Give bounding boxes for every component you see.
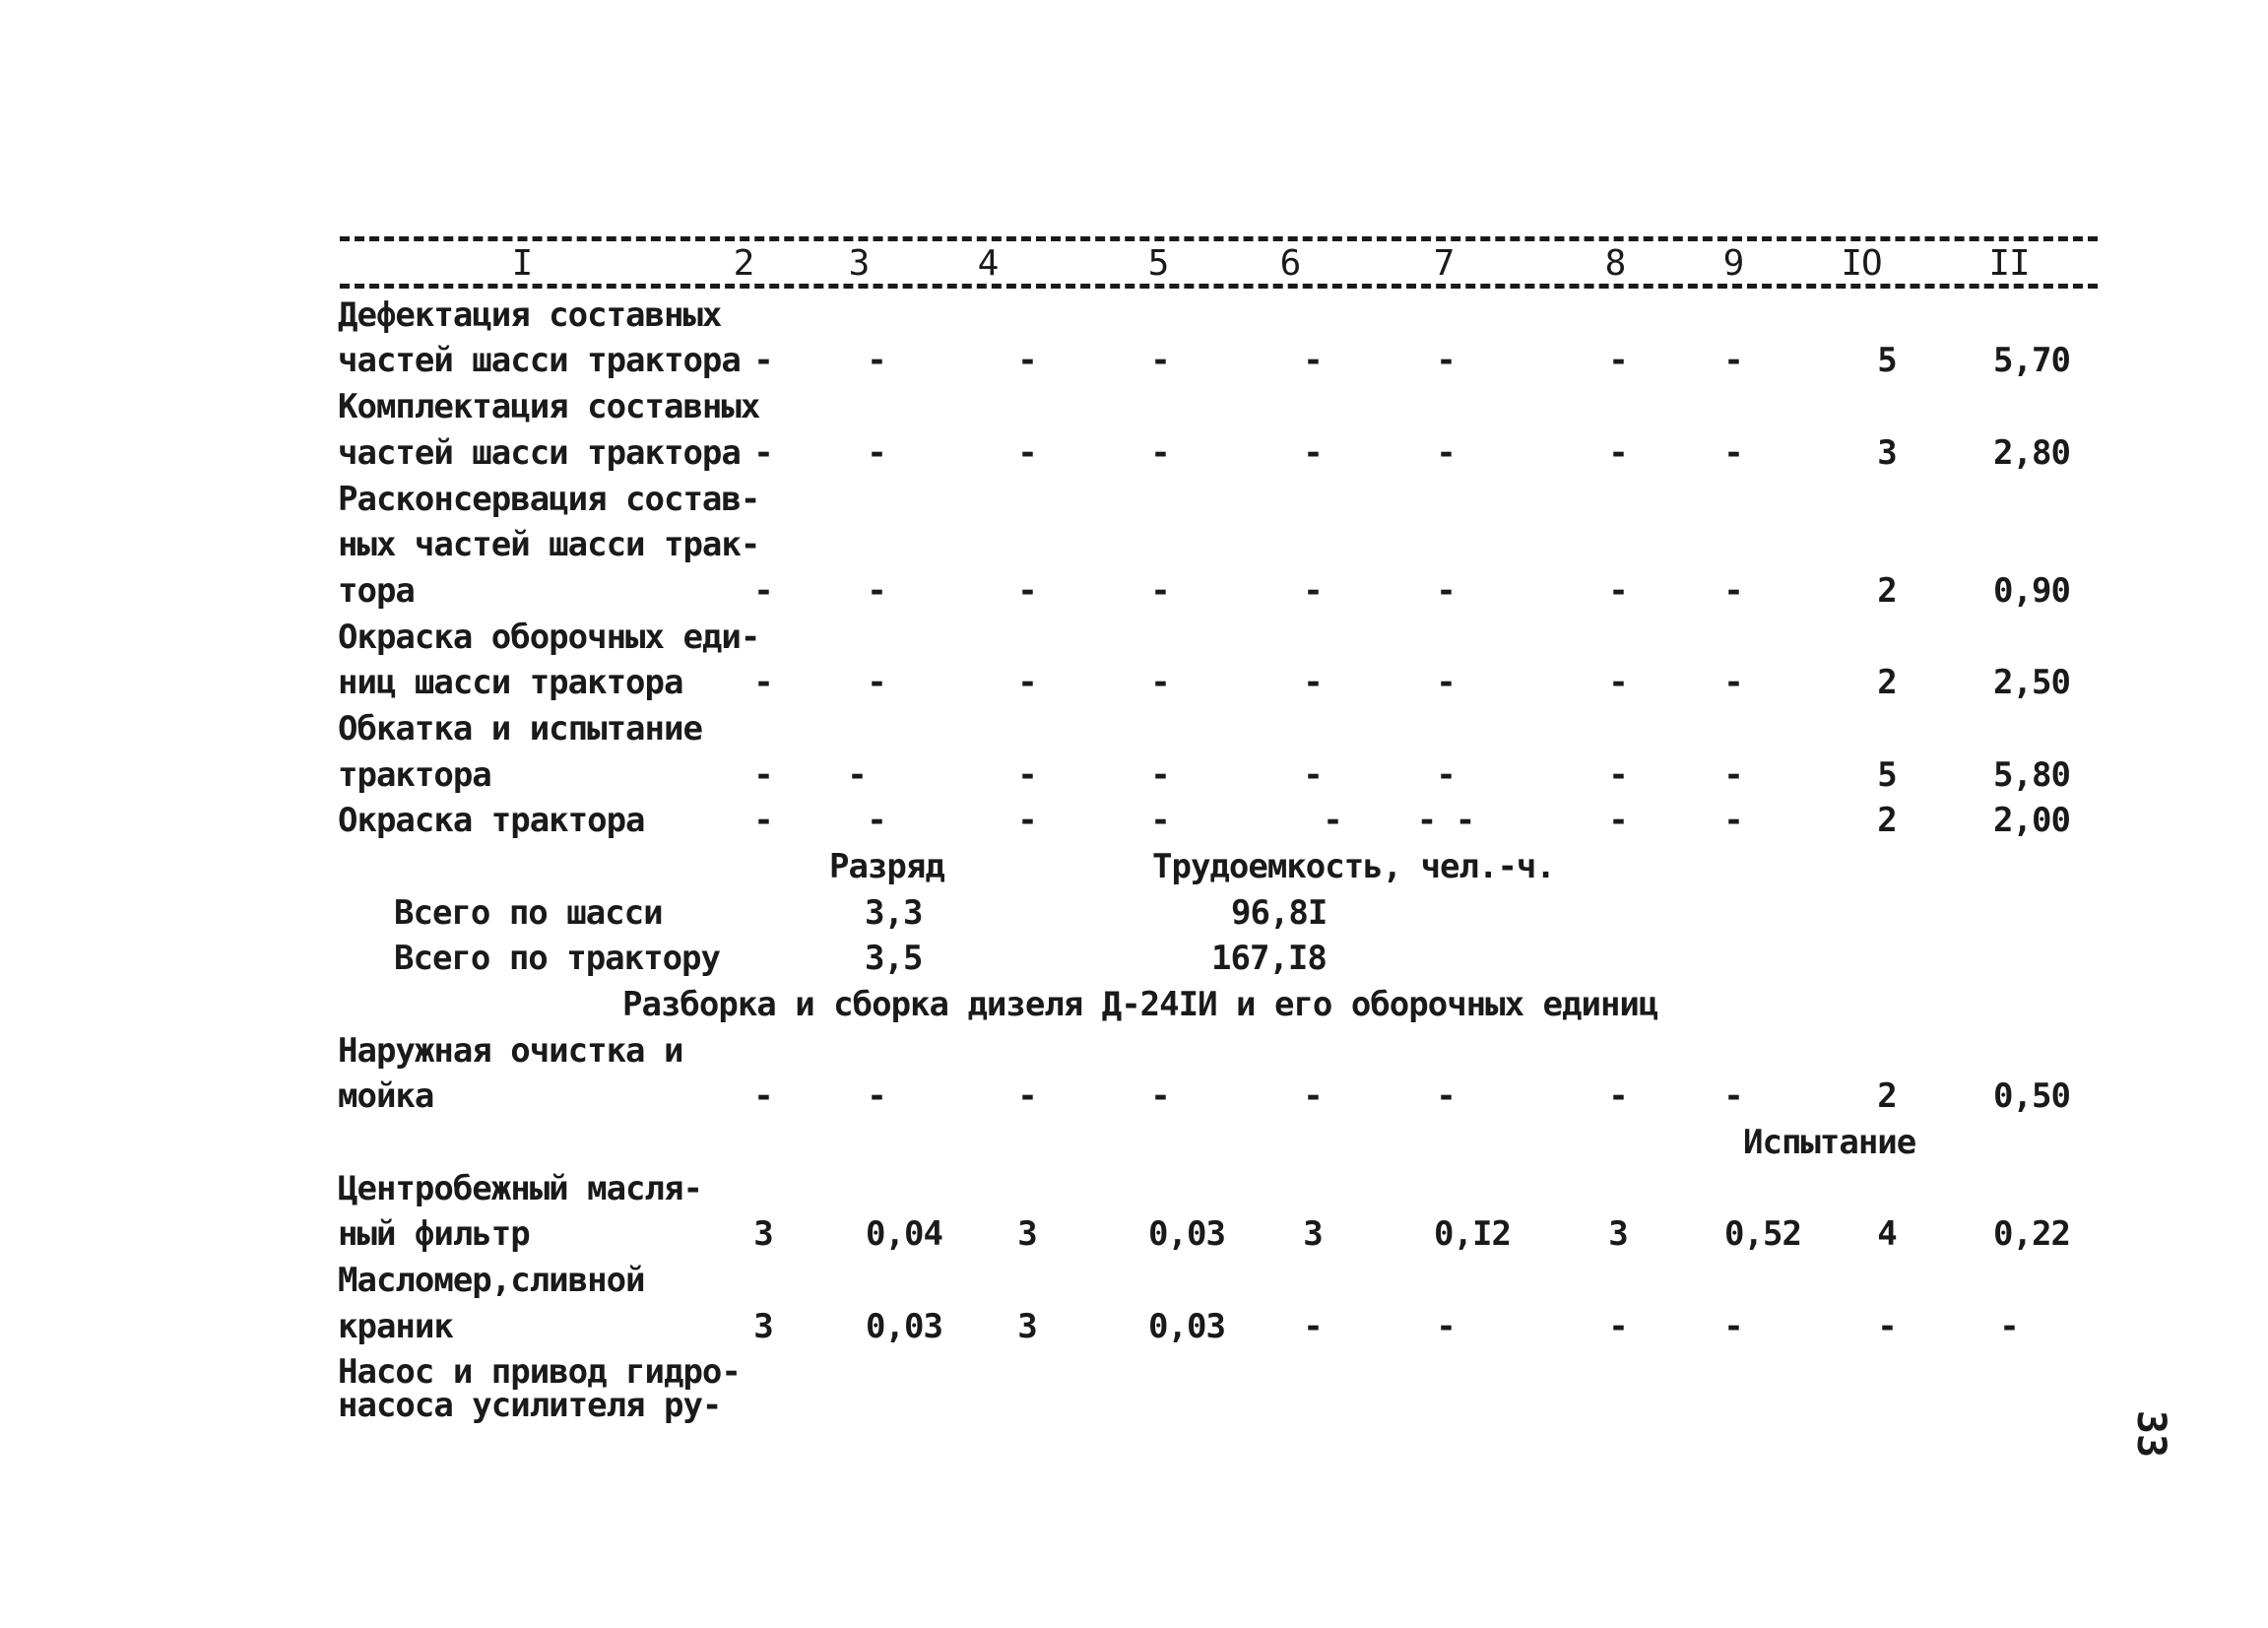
cell-col7: -	[1436, 755, 1456, 795]
cell-col8: -	[1608, 1307, 1628, 1346]
page-number: 33	[2128, 1409, 2174, 1459]
cell-col11: 2,00	[1993, 801, 2070, 840]
cell-col6: -	[1303, 1076, 1323, 1116]
column-header-2: 2	[733, 243, 754, 284]
cell-col11: 0,22	[1993, 1214, 2070, 1254]
cell-col9: -	[1723, 663, 1743, 702]
cell-col7: -	[1436, 341, 1456, 380]
total-label: Всего по шасси	[394, 893, 663, 933]
row-name-line: Наружная очистка и	[338, 1031, 683, 1071]
row-name-line: Обкатка и испытание	[338, 709, 702, 749]
cell-col6: -	[1303, 341, 1323, 380]
cell-col2: -	[753, 1076, 773, 1116]
cell-col2: -	[753, 663, 773, 702]
row-name-line: Дефектация составных	[338, 295, 722, 335]
cell-col2: 3	[753, 1307, 773, 1346]
header-top-rule	[340, 236, 2098, 241]
section-title: Разборка и сборка дизеля Д-24IИ и его оборочных единиц	[622, 985, 1658, 1024]
column-header-1: I	[511, 243, 533, 284]
row-name-line: Окраска оборочных еди-	[338, 618, 760, 657]
cell-col10: 3	[1877, 433, 1897, 473]
cell-col10: 5	[1877, 341, 1897, 380]
cell-col5: -	[1150, 571, 1170, 611]
cell-col9: -	[1723, 433, 1743, 473]
row-name-line: тора	[338, 571, 415, 611]
column-header-3: 3	[848, 243, 870, 284]
cell-col3: 0,03	[866, 1307, 942, 1346]
cell-col4: -	[1017, 571, 1037, 611]
cell-col3: -	[867, 1076, 886, 1116]
cell-col3: -	[847, 755, 867, 795]
cell-col11: 0,90	[1993, 571, 2070, 611]
cell-col2: -	[753, 801, 773, 840]
cell-col5: 0,03	[1148, 1307, 1225, 1346]
cell-col8: -	[1608, 571, 1628, 611]
cell-col4: -	[1017, 755, 1037, 795]
cell-col9: -	[1723, 571, 1743, 611]
test-label: Испытание	[1743, 1123, 1916, 1162]
row-name-line: Насос и привод гидро-	[338, 1352, 741, 1392]
cell-col6: -	[1303, 755, 1323, 795]
cell-col7: -	[1436, 571, 1456, 611]
cell-col5: -	[1150, 755, 1170, 795]
row-name-line: краник	[338, 1307, 453, 1346]
cell-col10: 2	[1877, 571, 1897, 611]
row-name-line: ниц шасси трактора	[338, 663, 683, 702]
rank-header: Разряд	[829, 847, 944, 886]
cell-col5: -	[1150, 801, 1170, 840]
cell-col4: -	[1017, 341, 1037, 380]
cell-col2: -	[753, 433, 773, 473]
row-name-line: Масломер,сливной	[338, 1261, 645, 1300]
cell-col5: 0,03	[1148, 1214, 1225, 1254]
row-name-line: ных частей шасси трак-	[338, 525, 760, 564]
cell-col7: -	[1436, 1307, 1456, 1346]
row-name-line: трактора	[338, 755, 491, 795]
total-rank: 3,5	[865, 939, 923, 978]
column-header-7: 7	[1433, 243, 1455, 284]
cell-col11: 5,80	[1993, 755, 2070, 795]
column-header-10: IO	[1841, 243, 1882, 284]
cell-col11: 2,50	[1993, 663, 2070, 702]
cell-col2: -	[753, 755, 773, 795]
cell-col8: -	[1608, 1076, 1628, 1116]
cell-col2: -	[753, 341, 773, 380]
cell-col4: 3	[1017, 1307, 1037, 1346]
total-labor: 167,I8	[1211, 939, 1327, 978]
cell-col11: 5,70	[1993, 341, 2070, 380]
cell-col5: -	[1150, 663, 1170, 702]
column-header-6: 6	[1279, 243, 1301, 284]
cell-col3: 0,04	[866, 1214, 942, 1254]
cell-col11: -	[1999, 1307, 2019, 1346]
cell-col9: 0,52	[1724, 1214, 1801, 1254]
cell-col9: -	[1723, 801, 1743, 840]
cell-col10: 4	[1877, 1214, 1897, 1254]
cell-col7: -	[1436, 433, 1456, 473]
cell-col6: -	[1303, 433, 1323, 473]
cell-col2: 3	[753, 1214, 773, 1254]
cell-col8: -	[1608, 801, 1628, 840]
cell-col3: -	[867, 341, 886, 380]
row-name-line: ный фильтр	[338, 1214, 530, 1254]
cell-col6: -	[1303, 571, 1323, 611]
cell-col3: -	[867, 433, 886, 473]
cell-col9: -	[1723, 1076, 1743, 1116]
row-name-line: Комплектация составных	[338, 387, 760, 426]
cell-col3: -	[867, 801, 886, 840]
column-header-5: 5	[1147, 243, 1169, 284]
cell-col8: 3	[1608, 1214, 1628, 1254]
cell-col4: -	[1017, 433, 1037, 473]
cell-col3: -	[867, 571, 886, 611]
cell-col3: -	[867, 663, 886, 702]
cell-col6: -	[1303, 663, 1323, 702]
cell-col10: -	[1877, 1307, 1897, 1346]
cell-col7: 0,I2	[1434, 1214, 1511, 1254]
cell-col4: -	[1017, 1076, 1037, 1116]
row-name-line: частей шасси трактора	[338, 341, 741, 380]
cell-col5: -	[1150, 433, 1170, 473]
cell-col10: 2	[1877, 663, 1897, 702]
cell-col8: -	[1608, 663, 1628, 702]
cell-col10: 2	[1877, 1076, 1897, 1116]
cell-col7: - -	[1416, 801, 1475, 840]
column-header-4: 4	[977, 243, 999, 284]
cell-col4: -	[1017, 663, 1037, 702]
cell-col6: -	[1323, 801, 1342, 840]
column-header-8: 8	[1604, 243, 1626, 284]
cell-col10: 2	[1877, 801, 1897, 840]
cell-col4: -	[1017, 801, 1037, 840]
row-name-line: Окраска трактора	[338, 801, 645, 840]
row-name-line: Центробежный масля-	[338, 1169, 702, 1208]
cell-col10: 5	[1877, 755, 1897, 795]
labor-header: Трудоемкость, чел.-ч.	[1152, 847, 1555, 886]
cell-col7: -	[1436, 663, 1456, 702]
row-name-line: частей шасси трактора	[338, 433, 741, 473]
total-rank: 3,3	[865, 893, 923, 933]
cell-col5: -	[1150, 1076, 1170, 1116]
cell-col4: 3	[1017, 1214, 1037, 1254]
row-name-line: мойка	[338, 1076, 434, 1116]
cell-col11: 2,80	[1993, 433, 2070, 473]
cell-col6: -	[1303, 1307, 1323, 1346]
cell-col9: -	[1723, 1307, 1743, 1346]
cell-col8: -	[1608, 341, 1628, 380]
column-header-9: 9	[1722, 243, 1744, 284]
total-labor: 96,8I	[1231, 893, 1328, 933]
cell-col5: -	[1150, 341, 1170, 380]
row-name-line: насоса усилителя ру-	[338, 1386, 722, 1425]
total-label: Всего по трактору	[394, 939, 720, 978]
cell-col2: -	[753, 571, 773, 611]
cell-col9: -	[1723, 755, 1743, 795]
cell-col9: -	[1723, 341, 1743, 380]
cell-col11: 0,50	[1993, 1076, 2070, 1116]
cell-col7: -	[1436, 1076, 1456, 1116]
cell-col8: -	[1608, 433, 1628, 473]
header-bottom-rule	[340, 284, 2098, 289]
cell-col8: -	[1608, 755, 1628, 795]
row-name-line: Расконсервация состав-	[338, 480, 760, 519]
column-header-11: II	[1988, 243, 2030, 284]
cell-col6: 3	[1303, 1214, 1323, 1254]
